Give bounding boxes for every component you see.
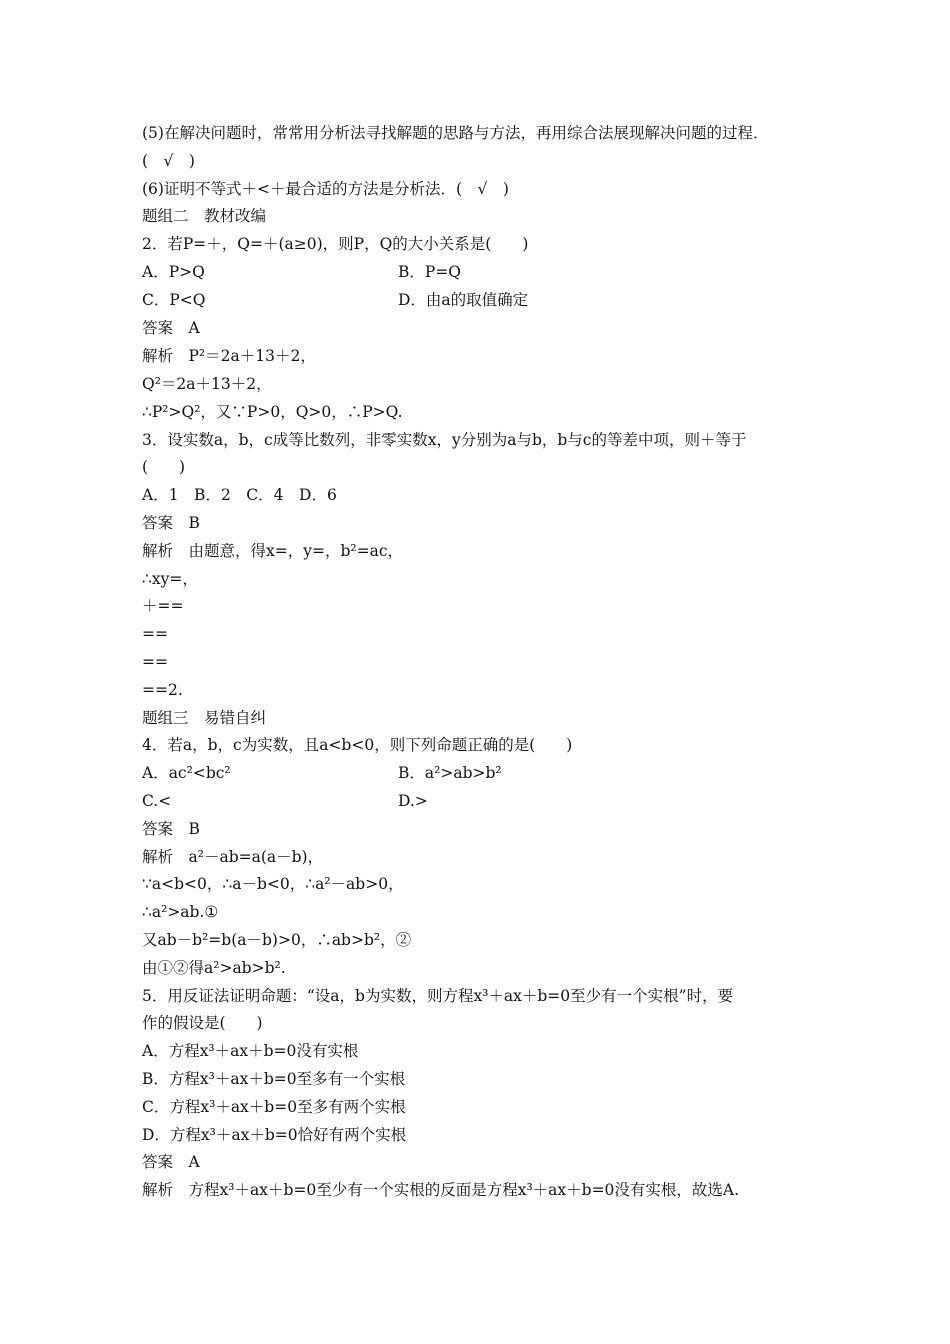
q4-option-c: C.< — [142, 792, 172, 810]
q2-option-b: B．P=Q — [398, 263, 462, 281]
q2-option-d: D．由a的取值确定 — [398, 291, 529, 309]
text-line: ＋== — [142, 597, 184, 615]
text-line: 作的假设是( ) — [142, 1014, 263, 1032]
analysis-line: 解析 P²＝2a＋13＋2， — [142, 347, 316, 365]
analysis-line: 解析 由题意，得x=，y=，b²=ac， — [142, 542, 404, 560]
q4-option-a: A．ac²<bc² — [142, 764, 231, 782]
q3-options: A．1 B．2 C．4 D．6 — [142, 486, 337, 504]
text-line: Q²＝2a＋13＋2， — [142, 375, 272, 393]
text-line: ∵a<b<0，∴a－b<0，∴a²－ab>0， — [142, 875, 404, 893]
answer-line: 答案 A — [142, 1153, 200, 1171]
q2-option-a: A．P>Q — [142, 263, 205, 281]
q5-option-b: B．方程x³＋ax＋b=0至多有一个实根 — [142, 1070, 406, 1088]
q5-option-c: C．方程x³＋ax＋b=0至多有两个实根 — [142, 1098, 406, 1116]
q5-option-a: A．方程x³＋ax＋b=0没有实根 — [142, 1042, 359, 1060]
answer-line: 答案 B — [142, 820, 200, 838]
text-line: ∴a²>ab.① — [142, 903, 219, 921]
text-line: ( √ ) — [142, 152, 195, 170]
question-4: 4．若a，b，c为实数，且a<b<0，则下列命题正确的是( ) — [142, 736, 573, 754]
text-line: 又ab－b²=b(a－b)>0，∴ab>b²，② — [142, 931, 412, 949]
question-3: 3．设实数a，b，c成等比数列，非零实数x，y分别为a与b，b与c的等差中项，则＋等于 — [142, 431, 747, 449]
text-line: == — [142, 653, 168, 671]
question-2: 2．若P=＋，Q=＋(a≥0)，则P，Q的大小关系是( ) — [142, 235, 529, 253]
section-heading: 题组二 教材改编 — [142, 207, 267, 225]
question-5: 5．用反证法证明命题：“设a，b为实数，则方程x³＋ax＋b=0至少有一个实根”时，要 — [142, 987, 734, 1005]
q4-option-b: B．a²>ab>b² — [398, 764, 502, 782]
text-line: ==2. — [142, 681, 183, 699]
analysis-line: 解析 方程x³＋ax＋b=0至少有一个实根的反面是方程x³＋ax＋b=0没有实根，故选A. — [142, 1181, 740, 1199]
text-line: (5)在解决问题时，常常用分析法寻找解题的思路与方法，再用综合法展现解决问题的过程． — [142, 124, 769, 142]
q5-option-d: D．方程x³＋ax＋b=0恰好有两个实根 — [142, 1126, 407, 1144]
text-line: == — [142, 625, 168, 643]
q4-option-d: D.> — [398, 792, 428, 810]
analysis-line: 解析 a²－ab=a(a－b)， — [142, 848, 324, 866]
text-line: ∴P²>Q²，又∵P>0，Q>0，∴P>Q. — [142, 403, 403, 421]
section-heading: 题组三 易错自纠 — [142, 709, 267, 727]
text-line: (6)证明不等式＋<＋最合适的方法是分析法．( √ ) — [142, 180, 509, 198]
text-line: ( ) — [142, 458, 186, 476]
answer-line: 答案 B — [142, 514, 200, 532]
text-line: ∴xy=， — [142, 570, 198, 588]
text-line: 由①②得a²>ab>b². — [142, 959, 286, 977]
answer-line: 答案 A — [142, 319, 200, 337]
q2-option-c: C．P<Q — [142, 291, 206, 309]
